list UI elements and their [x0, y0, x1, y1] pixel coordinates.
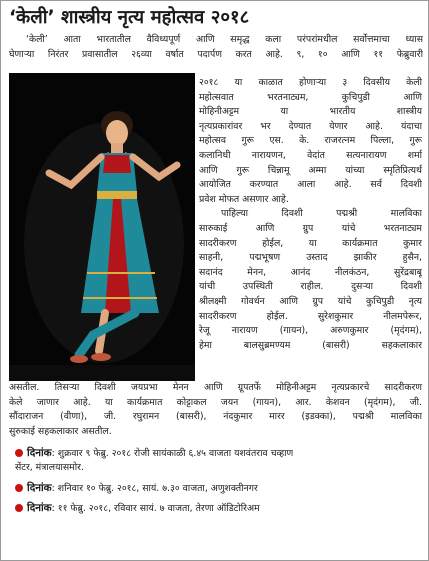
- body-line: कलानिधी नारायणन, वेदांत सत्यनारायण शर्मा: [199, 149, 422, 161]
- schedule-text-continued: सेंटर, मंत्रालयासमोर.: [15, 461, 84, 473]
- body-line: यांची उपस्थिती राहील. दुसऱ्या दिवशी: [199, 281, 422, 293]
- red-bullet-icon: [15, 449, 23, 457]
- schedule-text: : शुक्रवार ९ फेब्रु. २०१८ रोजी सायंकाळी ६.४५ वाजता यशवंतराव चव्हाण: [51, 448, 294, 459]
- dancer-photo: [9, 73, 195, 381]
- intro-top-line: घेणाऱ्या निरंतर प्रवासातील २६व्या वर्षात पदार्पण करत आहे. ९, १० आणि ११ फेब्रुवारी: [9, 48, 423, 60]
- body-line: आयोजित करण्यात आला आहे. सर्व दिवशी: [199, 179, 422, 191]
- body-line: रेजू नारायण (गायन), अरुणकुमार (मृदंगम),: [199, 325, 422, 337]
- body-line: मोहिनीअट्टम या भारतीय शास्त्रीय: [199, 106, 422, 118]
- dancer-illustration: [9, 73, 195, 381]
- body-line: सारुकाई आणि ग्रुप यांचे भरतनाट्यम: [199, 222, 422, 234]
- body-line: केले जाणार आहे. या कार्यक्रमात कोट्टाकल जयन (गायन), आर. केशवन (मृदंगम), जी.: [9, 396, 422, 408]
- body-line: प्रवेश मोफत असणार आहे.: [199, 193, 289, 205]
- body-line: नृत्यप्रकारांवर भर देण्यात येणार आहे. यंदाचा: [199, 120, 422, 132]
- body-line: सुरुकाई सहकलाकार असतील.: [9, 425, 112, 437]
- red-bullet-icon: [15, 504, 23, 512]
- schedule-text: : शनिवार १० फेब्रु. २०१८, सायं. ७.३० वाजता, अणुशक्तीनगर: [51, 483, 258, 494]
- body-line: सादरीकरण होईल. सुरेशकुमार नीलमपेरूर,: [199, 310, 422, 322]
- headline: ‘केली’ शास्त्रीय नृत्य महोत्सव २०१८: [9, 7, 250, 28]
- red-bullet-icon: [15, 484, 23, 492]
- schedule-label: दिनांक: [27, 482, 52, 494]
- body-line: आणि गुरू चिन्नामू अम्मा यांच्या स्मृतिप्रित्यर्थ: [199, 164, 422, 176]
- body-line: हेमा बालसुब्रमण्यम (बासरी) सहकलाकार: [199, 339, 422, 351]
- body-line: २०१८ या काळात होणाऱ्या ३ दिवसीय केली: [199, 77, 422, 88]
- body-line: सौंदाराजन (वीणा), जी. रघुरामन (बासरी), नंदकुमार मारर (इडक्का), पद्मश्री मालविका: [9, 411, 422, 423]
- body-line: महोत्सव गुरू एस. के. राजरत्नम पिल्ला, गुरू: [199, 135, 422, 147]
- schedule-item: [15, 501, 260, 516]
- schedule-label: दिनांक: [27, 502, 52, 514]
- body-line: सादरीकरण होईल, या कार्यक्रमात कुमार: [199, 237, 422, 249]
- intro-top-line: ‘केली’ आता भारतातील वैविध्यपूर्ण आणि समृद्ध कला परंपरांमधील सर्वोत्तमाचा ध्यास: [26, 34, 423, 45]
- body-line: श्रीलक्ष्मी गोवर्धन आणि ग्रुप यांचे कुचिपुडी नृत्य: [199, 295, 422, 307]
- schedule-item: [15, 481, 258, 496]
- intro-top: [9, 33, 423, 62]
- schedule-label: दिनांक: [27, 447, 52, 459]
- body-line: असतील. तिसऱ्या दिवशी जयप्रभा मेनन आणि ग्रूपतर्फे मोहिनीअट्टम नृत्यप्रकारचे सादरीकरण: [9, 382, 422, 393]
- body-line: सदानंद मेनन, आनंद नीलकंठन, सुरेंद्रबाबू: [199, 266, 422, 278]
- schedule-item: [15, 446, 293, 475]
- schedule-text: : ११ फेब्रु. २०१८, रविवार सायं. ७ वाजता, तेरणा ऑडिटोरिअम: [51, 503, 260, 514]
- body-line: महोत्सवात भरतनाट्यम, कुचिपुडी आणि: [199, 91, 422, 103]
- body-line: पाहिल्या दिवशी पद्मश्री मालविका: [221, 208, 422, 220]
- body-line: साहनी, पद्मभूषण उस्ताद झाकीर हुसैन,: [199, 252, 422, 264]
- intro-full-width: [9, 381, 422, 439]
- intro-right-column: [199, 76, 422, 353]
